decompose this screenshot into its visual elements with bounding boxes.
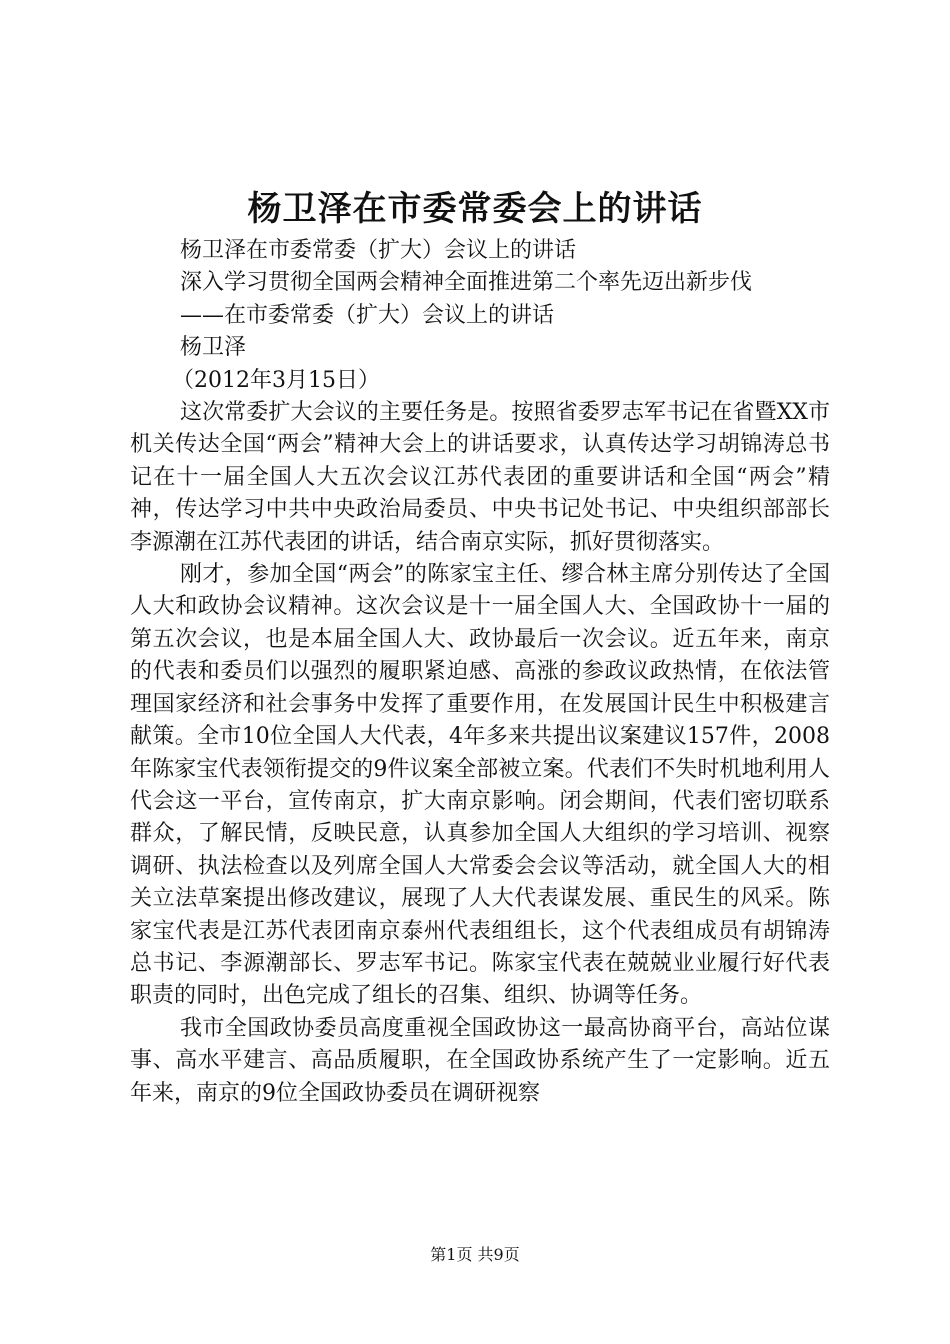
occasion-paragraph: ——在市委常委（扩大）会议上的讲话 [180, 302, 555, 328]
body-paragraph: 我市全国政协委员高度重视全国政协这一最高协商平台，高站位谋事、高水平建言、高品质履职，在全国政协系统产生了一定影响。近五年来，南京的9位全国政协委员在调研视察 [130, 1015, 830, 1106]
headline-paragraph: 深入学习贯彻全国两会精神全面推进第二个率先迈出新步伐 [180, 270, 753, 296]
body-paragraph: 这次常委扩大会议的主要任务是。按照省委罗志军书记在省暨XX市机关传达全国“两会”精神大会上的讲话要求，认真传达学习胡锦涛总书记在十一届全国人大五次会议江苏代表团的重要讲话和全国“两会”精神，传达学习中共中央政治局委员、中央书记处书记、中央组织部部长李源潮在江苏代表团的讲话，结合南京实际，抓好贯彻落实。 [130, 400, 830, 555]
document-body [130, 235, 830, 1110]
page-number: 第1页 共9页 [430, 1245, 520, 1264]
subtitle-paragraph: 杨卫泽在市委常委（扩大）会议上的讲话 [180, 238, 577, 263]
document-title: 杨卫泽在市委常委会上的讲话 [247, 189, 703, 229]
body-paragraph: 刚才，参加全国“两会”的陈家宝主任、缪合林主席分别传达了全国人大和政协会议精神。这次会议是十一届全国人大、全国政协十一届的第五次会议，也是本届全国人大、政协最后一次会议。近五年来，南京的代表和委员们以强烈的履职紧迫感、高涨的参政议政热情，在依法管理国家经济和社会事务中发挥了重要作用，在发展国计民生中积极建言献策。全市10位全国人大代表，4年多来共提出议案建议157件，2008年陈家宝代表领衔提交的9件议案全部被立案。代表们不失时机地利用人代会这一平台，宣传南京，扩大南京影响。闭会期间，代表们密切联系群众，了解民情，反映民意，认真参加全国人大组织的学习培训、视察调研、执法检查以及列席全国人大常委会会议等活动，就全国人大的相关立法草案提出修改建议，展现了人大代表谋发展、重民生的风采。陈家宝代表是江苏代表团南京泰州代表组组长，这个代表组成员有胡锦涛总书记、李源潮部长、罗志军书记。陈家宝代表在兢兢业业履行好代表职责的同时，出色完成了组长的召集、组织、协调等任务。 [130, 562, 830, 1009]
date-paragraph: （2012年3月15日） [172, 367, 380, 393]
author-paragraph: 杨卫泽 [180, 335, 247, 361]
